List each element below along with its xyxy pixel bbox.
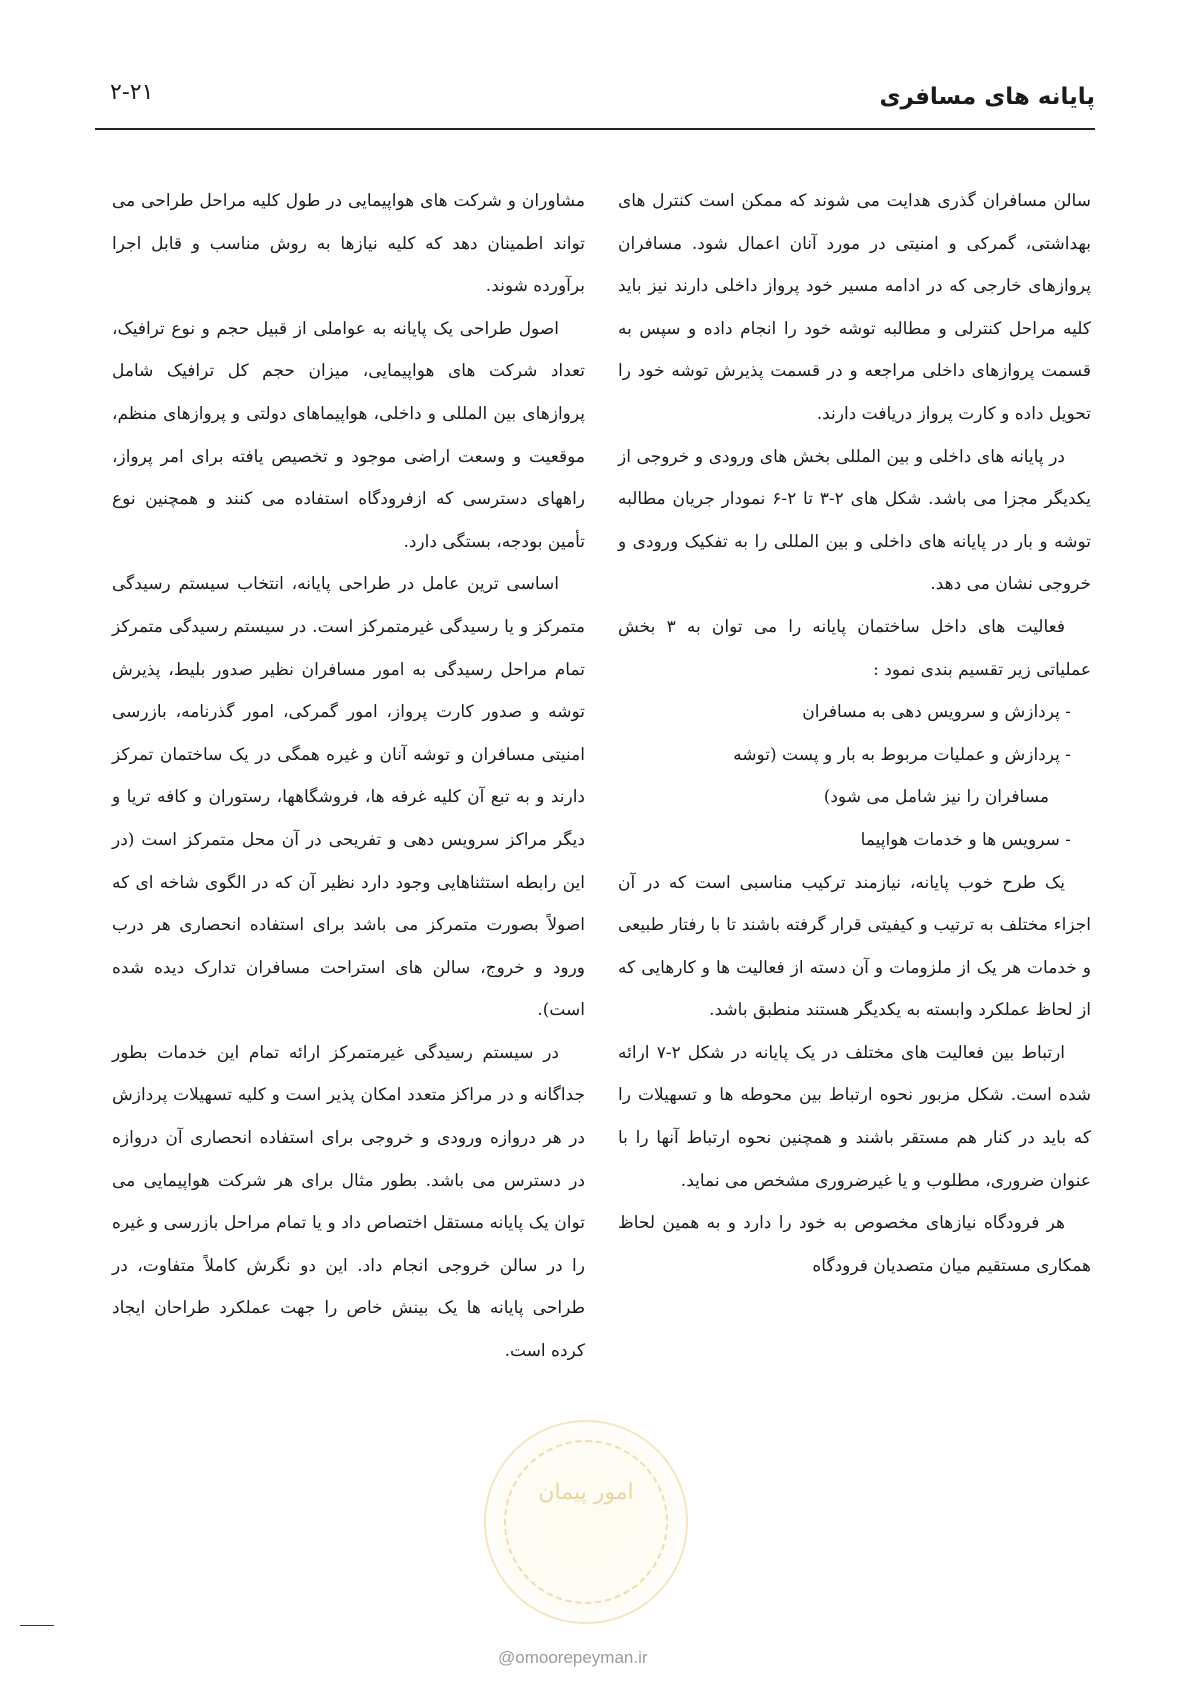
paragraph: مشاوران و شرکت های هواپیمایی در طول کلیه مراحل طراحی می تواند اطمینان دهد که کلیه نیازها به روش مناسب و قابل اجرا برآورده شوند. (112, 191, 585, 297)
paragraph: اصول طراحی یک پایانه به عواملی از قبیل حجم و نوع ترافیک، تعداد شرکت های هواپیمایی، میزان حجم کل ترافیک شامل پروازهای بین المللی و داخلی، هواپیماهای دولتی و پروازهای منظم، موقعیت و وسعت اراضی موجود و تخصیص یافته برای امر پرواز، راههای دسترسی که ازفرودگاه استفاده می کنند و همچنین نوع تأمین بودجه، بستگی دارد. (112, 318, 585, 552)
paragraph: ارتباط بین فعالیت های مختلف در یک پایانه در شکل ۲-۷ ارائه شده است. شکل مزبور نحوه ارتباط بین محوطه ها و تسهیلات را که باید در کنار هم مستقر باشند و همچنین نحوه ارتباط آنها را با عنوان ضروری، مطلوب و یا غیرضروری مشخص می نماید. (618, 1042, 1091, 1191)
stamp-ring (504, 1440, 668, 1604)
running-title: پایانه های مسافری (879, 84, 1095, 110)
paragraph: در سیستم رسیدگی غیرمتمرکز ارائه تمام این خدمات بطور جداگانه و در مراکز متعدد امکان پذیر است و کلیه تسهیلات پردازش در هر دروازه ورودی و خروجی برای استفاده انحصاری آن دروازه در دسترس می باشد. بطور مثال برای هر شرکت هواپیمایی می توان یک پایانه مستقل اختصاص داد و یا تمام مراحل بازرسی و غیره را در سالن خروجی انجام داد. این دو نگرش کاملاً متفاوت، در طراحی پایانه ها یک بینش خاص را جهت عملکرد طراحان ایجاد کرده است. (112, 1042, 585, 1362)
paragraph: سالن مسافران گذری هدایت می شوند که ممکن است کنترل های بهداشتی، گمرکی و امنیتی در مورد آنان اعمال شود. مسافران پروازهای خارجی که در ادامه مسیر خود پرواز داخلی دارند نیز باید کلیه مراحل کنترلی و مطالبه توشه خود را انجام داده و سپس به قسمت پروازهای داخلی مراجعه و در قسمت پذیرش توشه خود را تحویل داده و کارت پرواز دریافت دارند. (618, 191, 1091, 424)
bullet-item-continuation: مسافران را نیز شامل می شود) (823, 787, 1049, 808)
right-column (618, 180, 1091, 1287)
watermark: @omoorepeyman.ir (498, 1648, 648, 1667)
paragraph: یک طرح خوب پایانه، نیازمند ترکیب مناسبی است که در آن اجزاء مختلف به ترتیب و کیفیتی قرار گرفته باشند تا با رفتار طبیعی و خدمات هر یک از ملزومات و آن دسته از فعالیت ها و کارهایی که از لحاظ عملکرد وابسته به یکدیگر هستند منطبق باشد. (618, 872, 1091, 1021)
stamp-text: امور پیمان (538, 1480, 634, 1505)
paragraph: در پایانه های داخلی و بین المللی بخش های ورودی و خروجی از یکدیگر مجزا می باشد. شکل های ۲-۳ تا ۲-۶ نمودار جریان مطالبه توشه و بار در پایانه های داخلی و بین المللی را به تفکیک ورودی و خروجی نشان می دهد. (618, 446, 1091, 595)
left-column (112, 180, 585, 1373)
paragraph: هر فرودگاه نیازهای مخصوص به خود را دارد و به همین لحاظ همکاری مستقیم میان متصدیان فرودگاه (618, 1213, 1091, 1276)
paragraph: اساسی ترین عامل در طراحی پایانه، انتخاب سیستم رسیدگی متمرکز و یا رسیدگی غیرمتمرکز است. در سیستم رسیدگی متمرکز تمام مراحل رسیدگی به امور مسافران نظیر صدور بلیط، پذیرش توشه و صدور کارت پرواز، امور گمرکی، امور گذرنامه، بازرسی امنیتی مسافران و توشه آنان و غیره همگی در یک ساختمان تمرکز دارند و به تبع آن کلیه غرفه ها، فروشگاهها، رستوران و کافه تریا و دیگر مراکز سرویس دهی و تفریحی در آن محل متمرکز است (در این رابطه استثناهایی وجود دارد نظیر آن که در الگوی شاخه ای که اصولاً بصورت متمرکز می باشد برای استفاده انحصاری هر درب ورود و خروج، سالن های استراحت مسافران تدارک دیده شده است). (112, 574, 586, 1021)
stamp-logo (484, 1420, 688, 1624)
bullet-item: - سرویس ها و خدمات هواپیما (860, 829, 1071, 850)
bullet-item: - پردازش و عملیات مربوط به بار و پست (توشه (733, 744, 1071, 765)
page-header (95, 70, 1095, 130)
page-number: ۲-۲۱ (110, 80, 154, 105)
paragraph: فعالیت های داخل ساختمان پایانه را می توان به ۳ بخش عملیاتی زیر تقسیم بندی نمود : (618, 616, 1091, 680)
margin-mark (20, 1625, 54, 1626)
bullet-item: - پردازش و سرویس دهی به مسافران (802, 702, 1071, 723)
